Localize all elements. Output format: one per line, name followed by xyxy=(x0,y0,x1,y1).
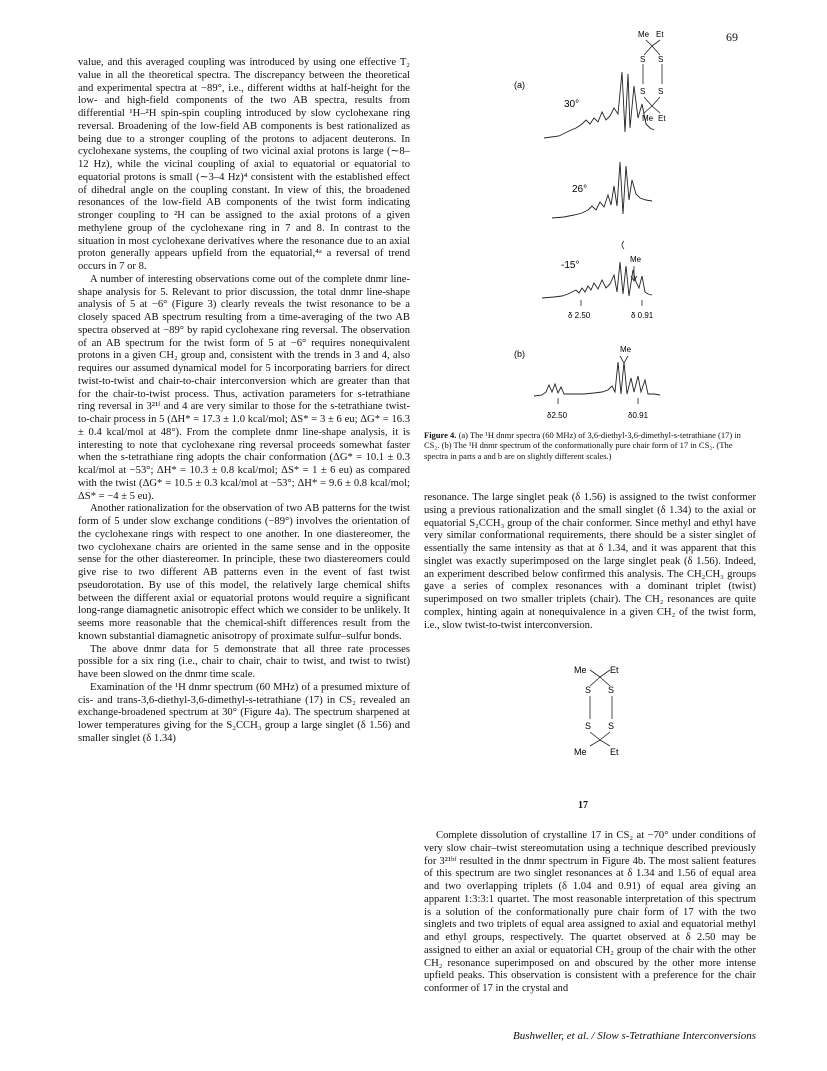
paragraph: The above dnmr data for 5 demonstrate that all three rate processes possible for a six ring (i.e., chair to chair, chair to twist, and twist to twist) have been slowed on the dnmr time scale. xyxy=(78,643,410,680)
compound-label: 17 xyxy=(578,800,588,811)
mol-label-me: Me xyxy=(638,30,650,39)
caption-text: (a) The ¹H dnmr spectra (60 MHz) of 3,6-diethyl-3,6-dimethyl-s-tetrathiane (17) in CS₂. (b) The ¹H dnmr spectrum of the conformationally pure chair form of 17 in CS₂. (The spectra in parts a and b are on slightly different scales.) xyxy=(424,430,741,461)
mol-label-me: Me xyxy=(642,114,654,123)
compound-17-structure xyxy=(572,663,632,798)
mol-label-s: S xyxy=(608,685,615,695)
paragraph: Complete dissolution of crystalline 17 in CS₂ at −70° under conditions of very slow chair–twist stereomutation using a technique described previously for 3²¹ᵇᶠ resulted in the dnmr spectrum in Figure 4b. The most salient features of this spectrum are two singlet resonances at δ 1.34 and 1.56 of equal area and two overlapping triplets (δ 1.04 and 0.91) of equal area giving an apparent 1:3:3:1 quartet. The most reasonable interpretation of this spectrum is a solution of the conformationally pure chair form of 17 with the two singlets and two triplets of equal area assigned to axial and equatorial methyl and ethyl groups, respectively. The quartet observed at δ 2.50 may be assigned to either an axial or equatorial CH₂ group of the chair with the other CH₂ resonance superimposed on and obscured by the other more intense upfield peaks. This observation is consistent with a preference for the chair conformer of 17 in the crystal and xyxy=(424,830,756,994)
temp-label: -15° xyxy=(561,260,580,271)
shift-label: δ2.50 xyxy=(547,411,568,420)
mol-label-et: Et xyxy=(610,747,619,757)
right-column-bottom xyxy=(424,830,756,996)
spectrum-trace-30 xyxy=(544,72,654,138)
running-footer: Bushweller, et al. / Slow s-Tetrathiane Interconversions xyxy=(512,1030,756,1042)
left-column xyxy=(78,57,410,746)
mol-label-s: S xyxy=(640,55,646,64)
spectrum-trace-b xyxy=(534,362,660,396)
mol-label-me: Me xyxy=(574,665,587,675)
spectrum-trace-26 xyxy=(552,162,652,218)
panel-a-label: (a) xyxy=(514,80,525,90)
mol-label-s: S xyxy=(658,55,664,64)
mol-label-me: Me xyxy=(574,747,587,757)
shift-label: δ 0.91 xyxy=(631,311,654,320)
shift-label: δ0.91 xyxy=(628,411,649,420)
temp-label: 26° xyxy=(572,184,588,195)
shift-label: δ 2.50 xyxy=(568,311,591,320)
mol-label-s: S xyxy=(585,685,592,695)
paragraph: Another rationalization for the observation of two AB patterns for the twist form of 5 under slow exchange conditions (−89°) involves the orientation of the cyclohexane rings with respect to one another. In one diastereomer, the two cyclohexane chairs are oriented in the same sense and in the opposite sense for the other diastereomer. In principle, these two diastereomers could give rise to two different AB patterns even in the event of fast twist pseudorotation. By use of this model, the relatively large chemical shifts between the different axial or equatorial protons would require a significant long-range diamagnetic anisotropic effect which we consider to be unlikely. It seems more reasonable that the chemical-shift differences result from the known substantial diamagnetic anisotropy of proximate sulfur–sulfur bonds. xyxy=(78,503,410,642)
mol-label-s: S xyxy=(585,721,592,731)
mol-label-s: S xyxy=(608,721,615,731)
mol-label-me: Me xyxy=(630,255,642,264)
paragraph: A number of interesting observations come out of the complete dnmr line-shape analysis for 5. Relevant to prior discussion, the total dnmr line-shape analysis of 5 at −6° (Figure 3) clearly reveals the twist resonance to be a closely spaced AB spectrum resulting from a time-averaging of the two AB spectra observed at −89° by rapid cyclohexane ring reversal. The observation of an AB spectrum for the twist form of 5 at −6° requires nonequivalent protons in a given CH₂ group and, consistent with the trends in 3 and 4, also requires our assumed dynamical model for 5 incorporating barriers for direct twist-to-twist and chair-to-chair interconversion which are greater than that for the chair-to-twist process. Thus, activation parameters for s-tetrathiane ring reversal in 3²¹ᶠ and 4 are very similar to those for the s-tetrathiane twist-to-chair process in 5 (ΔH* = 17.3 ± 1.0 kcal/mol; ΔS* = 3 ± 6 eu; ΔG* = 16.3 ± 0.4 kcal/mol at 48°). From the complete dnmr line-shape analysis, it is interesting to note that cyclohexane ring reversal proceeds somewhat faster when the s-tetrathiane ring adopts the chair conformation (ΔG* = 10.1 ± 0.3 kcal/mol at −53°; ΔH* = 10.3 ± 0.8 kcal/mol; ΔS* = 1 ± 6 eu) as compared with the twist (ΔG* = 10.5 ± 0.3 kcal/mol at −53°; ΔH* = 9.6 ± 0.8 kcal/mol; ΔS* = −4 ± 5 eu). xyxy=(78,273,410,502)
paragraph: resonance. The large singlet peak (δ 1.56) is assigned to the twist conformer using a previous rationalization and the small singlet (δ 1.34) to the axial or equatorial S₂CCH₃ group of the chair conformer. Since methyl and ethyl have very similar conformational requirements, there should be a sister singlet of essentially the same intensity as that at δ 1.34, and it was apparent that this singlet was exactly superimposed on the large singlet peak (δ 1.56). Indeed, an experiment described below confirmed this analysis. The CH₂CH₃ groups gave a series of complex resonances with a dominant triplet (twist) superimposed on two smaller triplets (chair). The CH₂ resonances are quite complex, hinting again at nonequivalence in a given CH₂ of the twist form, i.e., slow twist-to-twist interconversion. xyxy=(424,492,756,631)
mol-label-et: Et xyxy=(656,30,664,39)
paragraph: value, and this averaged coupling was introduced by using one effective T₂ value in all the theoretical spectra. The discrepancy between the theoretical and experimental spectra at −89°, i.e., different widths at half-height for the low- and high-field components of the two AB spectra, results from differential ¹H–²H spin-spin coupling introduced by slow cyclohexane ring reversal. Broadening of the low-field AB components is best rationalized as being due to a stronger coupling of the protons to adjacent deuterons. In cyclohexane systems, the coupling of two vicinal axial protons is large (∼8–12 Hz), while the vicinal coupling of axial to equatorial or equatorial to equatorial protons is small (∼3–4 Hz)⁴ consistent with the established effect of dihedral angle on the coupling constant. In view of this, the broadened resonances of the low-field AB components of the twist form indicating stronger coupling to ²H can be assigned to the axial protons of a given methylene group of the cyclohexane ring in 7 and 8. In contrast to the situation in most cyclohexane derivatives where the resonance due to an axial proton generally appears upfield from the equatorial,⁴ᵃ a reversal of trend occurs in 7 or 8. xyxy=(78,57,410,272)
mol-label-me: Me xyxy=(620,345,632,354)
page-number: 69 xyxy=(726,30,738,44)
mol-label-et: Et xyxy=(658,114,666,123)
figure-4 xyxy=(424,0,764,430)
mol-label-s: S xyxy=(658,87,664,96)
mol-label-s: S xyxy=(640,87,646,96)
spectrum-trace-minus15 xyxy=(542,262,652,298)
mol-label-et: Et xyxy=(610,665,619,675)
molecule-diagram-a xyxy=(638,30,666,123)
paragraph: Examination of the ¹H dnmr spectrum (60 MHz) of a presumed mixture of cis- and trans-3,6-diethyl-3,6-dimethyl-s-tetrathiane (17) in CS₂ revealed an exchange-broadened spectrum at 30° (Figure 4a). The spectrum sharpened at lower temperatures giving for the S₂CCH₃ group a large singlet (δ 1.56) and smaller singlet (δ 1.34) xyxy=(78,681,410,744)
temp-label: 30° xyxy=(564,99,580,110)
panel-b-label: (b) xyxy=(514,349,525,359)
right-column-top xyxy=(424,492,756,632)
figure-caption xyxy=(424,430,756,461)
caption-label: Figure 4. xyxy=(424,430,457,440)
